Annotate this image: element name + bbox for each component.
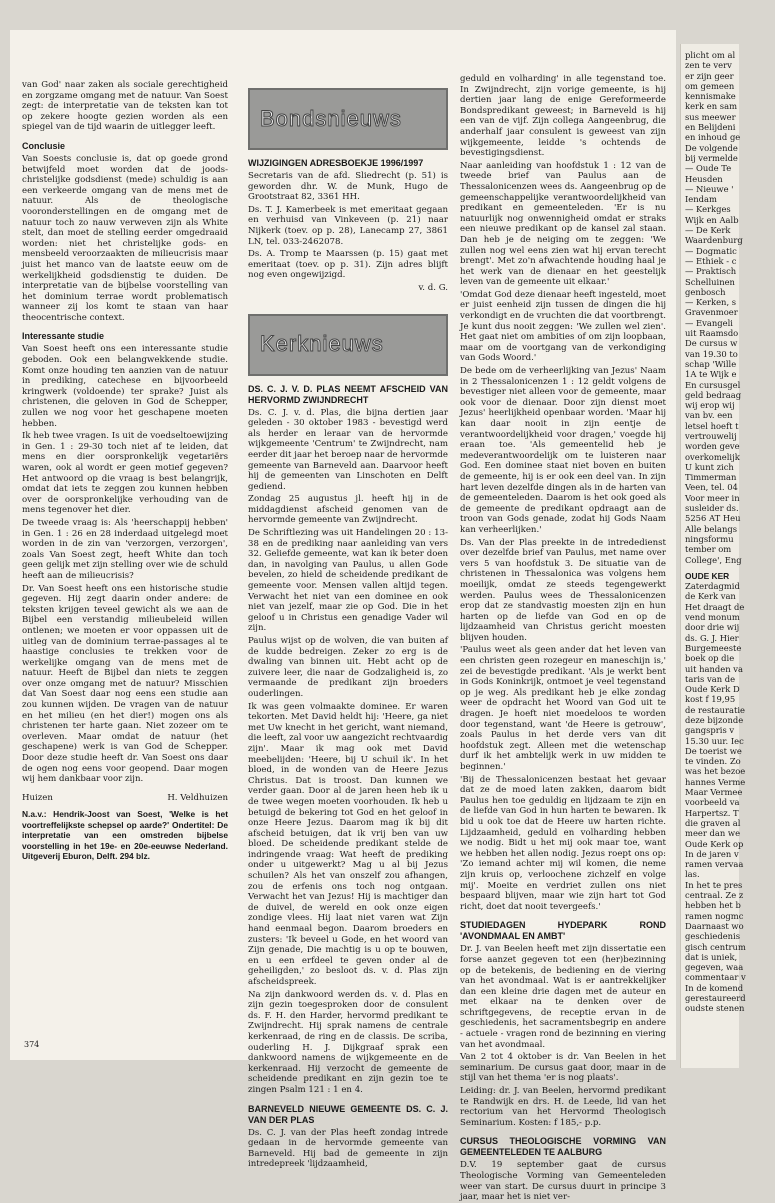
paragraph: Naar aanleiding van hoofdstuk 1 : 12 van de tweede brief van Paulus aan de Thessalonicenzen wees ds. Aangeenbrug op de gemeenschappelijke verantwoordelijkheid van predikant en gemeenteleden. 'Er is nu natuurlijk nog onwennigheid omdat er straks een nieuwe predikant op de kansel zal staan. Dan heb je de neiging om te zeggen: 'We zullen nog wel eens zien wat hij ervan terecht brengt'. Met zo'n afwachtende houding haal je het werk van de dienaar en het geestelijk leven van de gemeente uit elkaar.' <box>460 160 666 288</box>
text-line: Veen, tel. 04 <box>685 482 738 493</box>
text-line: Timmerman <box>685 472 737 483</box>
text-line: voorbeeld va <box>685 797 740 808</box>
text-line: zen te verv <box>685 60 732 71</box>
text-line: 5256 AT Heu <box>685 513 741 524</box>
paragraph: 'Paulus weet als geen ander dat het leven van een christen geen rozegeur en maneschijn is,' zei de bevestigde predikant. 'Als je werkt bent in Gods Koninkrijk, ontmoet je veel tegenstand op je weg. Als predikant heb je elke zondag weer de opdracht het Woord van God uit te dragen. Je hoeft niet moedeloos te worden door tegenstand, want 'de Heere is getrouw', zoals Paulus in het derde vers van dit hoofdstuk zegt. Alleen met die wetenschap durf ik het ambtelijk werk in uw midden te beginnen.' <box>460 645 666 772</box>
text-line: was het bezoe <box>685 766 746 777</box>
text-line: — Nieuwe ' <box>685 183 734 194</box>
paragraph: 'Bij de Thessalonicenzen bestaat het gevaar dat ze de moed laten zakken, daarom bidt Paulus hen toe geduldig en lijdzaam te zijn en de liefde van God in hun harten te bewaren. Ik bid u ook toe dat de Heere uw harten richte. Lijdzaamheid, geduld en volharding hebben we nodig. Bidt u het mij ook maar toe, want we hebben het allen nodig. Jezus roept ons op: 'Zo iemand achter mij wil komen, die neme zijn kruis op, verloochene zichzelf en volge mij'. Moeite en verdriet zullen ons niet bespaard blijven, maar wie zijn hart tot God richt, doet dat nooit tevergeefs.' <box>460 774 666 912</box>
text-line: Waardenburg <box>685 235 743 246</box>
text-line: van bv. een <box>685 410 733 421</box>
text-line: — Kerken, s <box>685 297 737 308</box>
text-line: de Kerk van <box>685 591 736 602</box>
paragraph: Na zijn dankwoord werden ds. v. d. Plas en zijn gezin toegesproken door de consulent ds. F. H. den Harder, hervormd predikant te Zwijndrecht. Hij sprak namens de centrale kerkenraad, de ring en de classis. De scriba, ouderling H. J. Dijkgraaf sprak een dankwoord namens de wijkgemeente en de kerkenraad. Hij verzocht de gemeente de scheidende predikant en zijn gezin toe te zingen Psalm 121 : 1 en 4. <box>248 989 448 1095</box>
text-line: — Evangeli <box>685 317 733 328</box>
text-line: overkomelijk <box>685 451 740 462</box>
paragraph: Van Soests conclusie is, dat op goede grond betwijfeld moet worden dat de joods-christelijke godsdienst (mede) schuldig is aan een verkeerde omgang van de mens met de natuur. Als de theologische vooronderstellingen en de omgang met de natuur toch zo nauw verweven zijn als White stelt, dan moet de stelling eerder omgedraaid worden: niet het christelijke gods- en mensbeeld veroorzaakten de milieucrisis maar juist het manco van de laatste eeuw om de werkelijkheid godsdienstig te duiden. De interpretatie van de bijbelse voorstelling van het dominium terrae wordt problematisch wanneer zij los komt te staan van haar theocentrische context. <box>22 153 228 323</box>
text-line: Burgemeeste <box>685 642 742 653</box>
text-line: Oude Kerk op <box>685 838 744 849</box>
text-line: gerestaureerd <box>685 993 746 1004</box>
paragraph: Secretaris van de afd. Sliedrecht (p. 51) is geworden dhr. W. de Munk, Hugo de Grootstraat 82, 3361 HH. <box>248 171 448 203</box>
text-line: Alle belangs <box>685 523 738 534</box>
signature <box>22 793 228 804</box>
page-right-partial <box>680 44 746 1068</box>
paragraph: Ds. C. J. van der Plas heeft zondag intrede gedaan in de hervormde gemeente van Barneveld. Hij bad de gemeente in zijn intredepreek 'lijdzaamheid, <box>248 1127 448 1170</box>
text-line: centraal. Ze z <box>685 890 744 901</box>
text-line: kennismake <box>685 91 736 102</box>
text-line: deze bijzonde <box>685 715 744 725</box>
heading-cursus: CURSUS THEOLOGISCHE VORMING VAN GEMEENTELEDEN TE AALBURG <box>460 1136 666 1158</box>
text-line: Schelluinen <box>685 276 735 287</box>
text-line: meer dan we <box>685 828 741 839</box>
signature-initials: v. d. G. <box>418 282 448 293</box>
text-line: die graven al <box>685 817 741 828</box>
paragraph: Zondag 25 augustus jl. heeft hij in de middagdienst afscheid genomen van de hervormde gemeente van Zwijndrecht. <box>248 494 448 526</box>
text-line: En cursusgel <box>685 379 741 390</box>
text-line: tember om <box>685 544 732 555</box>
text-line: OUDE KER <box>685 570 730 581</box>
page-left <box>10 30 676 1203</box>
text-line: gisch centrum <box>685 941 746 952</box>
text-line: 1A te Wijk e <box>685 369 737 380</box>
heading-barneveld: BARNEVELD NIEUWE GEMEENTE DS. C. J. VAN DER PLAS <box>248 1103 448 1125</box>
heading-afscheid: DS. C. J. V. D. PLAS NEEMT AFSCHEID VAN HERVORMD ZWIJNDRECHT <box>248 383 448 405</box>
text-line: kost f 19,95 <box>685 694 736 705</box>
text-line: De toerist we <box>685 745 742 756</box>
text-line: — Kerkges <box>685 204 731 215</box>
text-line: geschiedenis <box>685 931 741 942</box>
text-line: letsel hoeft t <box>685 420 739 431</box>
text-line: vend monum <box>685 612 740 623</box>
paragraph: Leiding: dr. J. van Beelen, hervormd predikant te Randwijk en drs. H. de Leede, lid van het rectorium van het Hervormd Theologisch Seminarium. Kosten: f 185,- p.p. <box>460 1086 666 1128</box>
text-line: van 19.30 to <box>685 348 738 359</box>
column-4 <box>685 50 775 1014</box>
text-line: Harpertsz. T <box>685 807 739 818</box>
paragraph: Van Soest heeft ons een interessante studie geboden. Ook een belangwekkende studie. Komt onze houding ten aanzien van de natuur in prediking, catechese en bijvoorbeeld kringwerk (voldoende) ter sprake? Juist als christenen, die geloven in God de Schepper, zullen we nog voor het geschapene moeten hebben. <box>22 344 228 429</box>
text-line: worden geve <box>685 441 740 452</box>
text-line: — Oude Te <box>685 163 732 174</box>
text-line: las. <box>685 869 700 880</box>
text-line: bij vermelde <box>685 152 738 163</box>
text-line: Heusden <box>685 173 723 184</box>
paragraph: Ds. A. Tromp te Maarssen (p. 15) gaat met emeritaat (toev. op p. 31). Zijn adres blijft nog even ongewijzigd. <box>248 249 448 281</box>
text-line: U kunt zich <box>685 461 734 472</box>
paragraph: Dr. Van Soest heeft ons een historische studie gegeven. Hij zegt daarin onder andere: de teksten krijgen teveel gewicht als we aan de Bijbel een verstandig milieubeleid willen ontlenen; we moeten er voor oppassen uit de uitleg van de dominium terrae-passages al te haastige conclusies te trekken voor de werkelijke omgang van de mens met de natuur. Heeft de Bijbel dan niets te zeggen over onze omgang met de natuur? Misschien dat Van Soest daar nog eens een studie aan zou kunnen wijden. De vragen van de natuur en het milieu (en het dier!) mogen ons als christenen ter harte gaan. Niet zozeer om te overleven. Maar omdat de natuur (het geschapene) werk is van God de Schepper. Door deze studie heeft dr. Van Soest ons daar de ogen nog eens voor geopend. Daar mogen wij hem dankbaar voor zijn. <box>22 583 228 785</box>
text-line: om gemeen <box>685 80 735 91</box>
text-line: In het te pres <box>685 879 743 890</box>
text-line: dat is uniek, <box>685 951 738 962</box>
text-line: Oude Kerk D <box>685 684 740 695</box>
paragraph: geduld en volharding' in alle tegenstand toe. In Zwijndrecht, zijn vorige gemeente, is hij dertien jaar lang de enige Gereformeerde Bondspredikant geweest; in Barneveld is hij een van de vijf. Zijn collega Aangeenbrug, die anderhalf jaar consulent is geweest van zijn wijkgemeente, leidde 's ochtends de bevestigingsdienst. <box>460 74 666 159</box>
column-2 <box>248 88 449 1170</box>
column-3 <box>460 74 666 1203</box>
text-line: In de jaren v <box>685 848 739 859</box>
text-line: commentaar v <box>685 972 746 983</box>
paragraph: Dr. J. van Beelen heeft met zijn dissertatie een forse aanzet gegeven tot een (her)bezinning op de betekenis, de bediening en de viering van het avondmaal. Wat is er aantrekkelijker dan een kleine drie dagen met de auteur en met elkaar na te denken over de schriftgegevens, de receptie ervan in de geschiedenis, het sacramentsbegrip en andere - actuele - vragen rond de bezinning en viering van het avondmaal. <box>460 944 666 1050</box>
paragraph: De Schriftlezing was uit Handelingen 20 : 13-38 en de prediking naar aanleiding van vers 32. Geliefde gemeente, wat kan ik beter doen dan, in navolging van Paulus, u allen Gode bevelen, zo hield de scheidende predikant de gemeente voor. Mensen vallen altijd tegen. Verwacht het niet van een dominee en ook niet van jezelf, maar zie op God. Die in het geloof u in Christus een genadige Vader wil zijn. <box>248 528 448 634</box>
paragraph: van God' naar zaken als sociale gerechtigheid en zorgzame omgang met de natuur. Van Soest zegt: de interpretatie van de teksten kan tot op zekere hoogte gezien worden als een spiegel van de tijd waarin de uitlegger leeft. <box>22 80 228 133</box>
heading-adresboekje: WIJZIGINGEN ADRESBOEKJE 1996/1997 <box>248 158 424 168</box>
text-line: Maar Vermee <box>685 787 743 798</box>
text-line: taris van de <box>685 673 736 684</box>
text-line: — De Kerk <box>685 225 731 236</box>
text-line: Iendam <box>685 194 717 205</box>
text-line: geld bedraag <box>685 389 742 400</box>
paragraph: Van 2 tot 4 oktober is dr. Van Beelen in het seminarium. De cursus gaat door, maar in de stijl van het thema 'er is nog plaats'. <box>460 1052 666 1084</box>
text-line: oudste stenen <box>685 1003 745 1014</box>
text-line: hannes Verme <box>685 776 746 787</box>
text-line: De cursus w <box>685 338 738 349</box>
banner-kerknieuws: Kerknieuws <box>248 314 448 376</box>
text-line: susleider ds. <box>685 503 739 514</box>
paragraph: De bede om de verheerlijking van Jezus' Naam in 2 Thessalonicenzen 1 : 12 geldt volgens de bevestiger niet alleen voor de gemeente, maar ook voor de dienaar. Door zijn dienst moet Jezus' heerlijkheid openbaar worden. 'Maar hij kan daar nooit in zijn eentje de verantwoordelijkheid voor dragen,' voegde hij eraan toe. 'Als gemeentelid heb je medeverantwoordelijk om te luisteren naar God. Een dominee staat niet boven en buiten de gemeente, hij is er ook een deel van. In zijn hart leven dezelfde dingen als in de harten van de gemeenteleden. Daarom is het ook goed als de gemeente de predikant opdraagt aan de troon van Gods genade, zodat hij Gods Naam kan verheerlijken.' <box>460 366 666 535</box>
text-line: Gravenmoer <box>685 307 738 318</box>
signature-place: Huizen <box>22 792 53 803</box>
text-line: schap 'Wille <box>685 358 737 369</box>
text-line: De volgende <box>685 142 738 153</box>
signature-name: H. Veldhuizen <box>167 792 228 803</box>
paragraph: Ds. Van der Plas preekte in de intrededienst over dezelfde brief van Paulus, met name over vers 5 van hoofdstuk 3. De situatie van de christenen in Thessalonica was volgens hem moeilijk, omdat ze steeds tegengewerkt werden. Paulus wees de Thessalonicenzen erop dat ze standvastig moesten zijn en hun harten op de liefde van God en op de lijdzaamheid van Christus gericht moesten blijven houden. <box>460 537 666 643</box>
text-line: Daarnaast wo <box>685 920 744 931</box>
paragraph: Ds. C. J. v. d. Plas, die bijna dertien jaar geleden - 30 oktober 1983 - bevestigd werd als herder en leraar van de hervormde wijkgemeente 'Centrum' te Zwijndrecht, nam eerder dit jaar het beroep naar de hervormde gemeente van Barneveld aan. Daarvoor heeft hij de gemeenten van Linschoten en Delft gediend. <box>248 407 448 492</box>
page-number: 374 <box>24 1040 40 1049</box>
text-line: — Praktisch <box>685 266 737 277</box>
text-line: 15.30 uur. Iec <box>685 735 744 746</box>
text-line: boek op die <box>685 653 735 664</box>
text-line: sus meewer <box>685 111 736 122</box>
text-line: en Belijdeni <box>685 122 736 133</box>
paragraph: Ik was geen volmaakte dominee. Er waren tekorten. Met David heldt hij: 'Heere, ga niet met Uw knecht in het gericht, want niemand, die leeft, zal voor uw aangezicht rechtvaardig zijn'. Maar ik mag ook met David meebelijden: 'Heere, bij U schuil ik'. In het bloed, in de wonden van de Heere Jezus Christus. Dat is troost. Dan kunnen we verder gaan. Door al de jaren heen heb ik u de twee wegen moeten voorhouden. Ik heb u betuigd de bekering tot God en het geloof in onze Heere Jezus. Daarom mag ik bij dit afscheid betuigen, dat ik vrij ben van uw bloed. De scheidende predikant stelde de indringende vraag: Wat heeft de prediking onder u uitgewerkt? Mag u al bij Jezus schuilen? Als het van onszelf zou afhangen, zou de erfenis ons toch nog ontgaan. Verwacht het van Jezus! Hij is machtiger dan de duivel, de wereld en ook onze eigen zondige vlees. Hij laat niet varen wat Zijn hand eenmaal begon. Daarom broeders en zusters: 'Ik beveel u Gode, en het woord van Zijn genade, Die machtig is u op te bouwen, en u een erfdeel te geven onder al de geheiligden,' zo besloot ds. v. d. Plas zijn afscheidspreek. <box>248 701 449 987</box>
text-line: te vinden. Zo <box>685 756 741 767</box>
text-line: genbosch <box>685 286 726 297</box>
text-line: en inhoud ge <box>685 132 741 143</box>
paragraph: De tweede vraag is: Als 'heerschappij hebben' in Gen. 1 : 26 en 28 inderdaad uitgelegd moet worden in de zin van 'verzorgen, verzorgen', zoals Van Soest zegt, heeft White dan toch geen gelijk met zijn stelling over wie de schuld heeft aan de milieucrisis? <box>22 517 228 581</box>
text-line: ds. G. J. Hier <box>685 632 739 643</box>
text-line: Het draagt de <box>685 601 745 612</box>
heading-interessante-studie: Interessante studie <box>22 331 105 342</box>
text-line: de restauratie <box>685 704 745 715</box>
paragraph: 'Omdat God deze dienaar heeft ingesteld, moet er juist eenheid zijn tussen de dingen die hij verkondigt en de vruchten die dat voortbrengt. Je kunt dus nooit zeggen: 'We zullen wel zien'. Het gaat niet om ambities of om zijn loopbaan, maar om de voortgang van de verkondiging van Gods Woord.' <box>460 289 666 364</box>
text-line: College', Eng <box>685 554 742 565</box>
banner-bondsnieuws: Bondsnieuws <box>248 88 448 150</box>
text-line: uit handen va <box>685 663 743 674</box>
paragraph: Ik heb twee vragen. Is uit de voedseltoewijzing in Gen. 1 : 29-30 toch niet af te leiden, dat mens en dier oorspronkelijk vegetariërs waren, ook al wordt er geen motief gegeven? Het antwoord op die vraag is best belangrijk, omdat dat iets te zeggen zou kunnen hebben over de oorspronkelijke verhouding van de mens tegenover het dier. <box>22 431 228 516</box>
text-line: gangspris v <box>685 725 735 736</box>
text-line: — Ethiek - c <box>685 255 737 266</box>
text-line: door drie wij <box>685 622 740 633</box>
text-line: ramen nogmc <box>685 910 744 921</box>
book-note: N.a.v.: Hendrik-Joost van Soest, 'Welke is het voortreffelijkste schepsel op aarde?' Ondertitel: De interpretatie van een omstreden bijbelse voorstelling in het 19e- en 20e-eeuwse Nederland. Uitgeverij Eburon, Delft. 294 blz. <box>22 809 228 862</box>
text-line: Voor meer in <box>685 492 740 503</box>
paragraph: D.V. 19 september gaat de cursus Theologische Vorming van Gemeenteleden weer van start. De cursus duurt in principe 3 jaar, maar het is niet ver- <box>460 1160 666 1203</box>
text-line: vertrouwelij <box>685 430 737 441</box>
text-line: plicht om al <box>685 50 736 60</box>
text-line: gegeven, waa <box>685 962 744 973</box>
text-line: ningsformu <box>685 533 734 544</box>
text-line: Zaterdagmid <box>685 581 740 592</box>
paragraph: Paulus wijst op de wolven, die van buiten af de kudde bedreigen. Zeker zo erg is de dwaling van binnen uit. Hebt acht op de zuivere leer, die naar de Godzaligheid is, zo vermaande de predikant zijn broeders ouderlingen. <box>248 636 448 699</box>
text-line: wij erop wij <box>685 400 735 411</box>
text-line: In de komend <box>685 982 744 993</box>
paragraph: Ds. T. J. Kamerbeek is met emeritaat gegaan en verhuisd van Vinkeveen (p. 21) naar Nijkerk (toev. op p. 28), Lanecamp 27, 3861 LN, tel. 033-2462078. <box>248 204 448 247</box>
text-line: ramen vervaa <box>685 859 744 870</box>
heading-studiedagen: STUDIEDAGEN HYDEPARK ROND 'AVONDMAAL EN AMBT' <box>460 920 666 942</box>
heading-conclusie: Conclusie <box>22 140 66 151</box>
text-line: hebben het b <box>685 900 741 911</box>
column-1 <box>22 80 228 1040</box>
text-line: Wijk en Aalb <box>685 214 739 225</box>
text-line: uit Raamsdo <box>685 328 739 339</box>
text-line: kerk en sam <box>685 101 738 112</box>
text-line: er zijn geer <box>685 70 734 81</box>
text-line: — Dogmatic <box>685 245 737 256</box>
